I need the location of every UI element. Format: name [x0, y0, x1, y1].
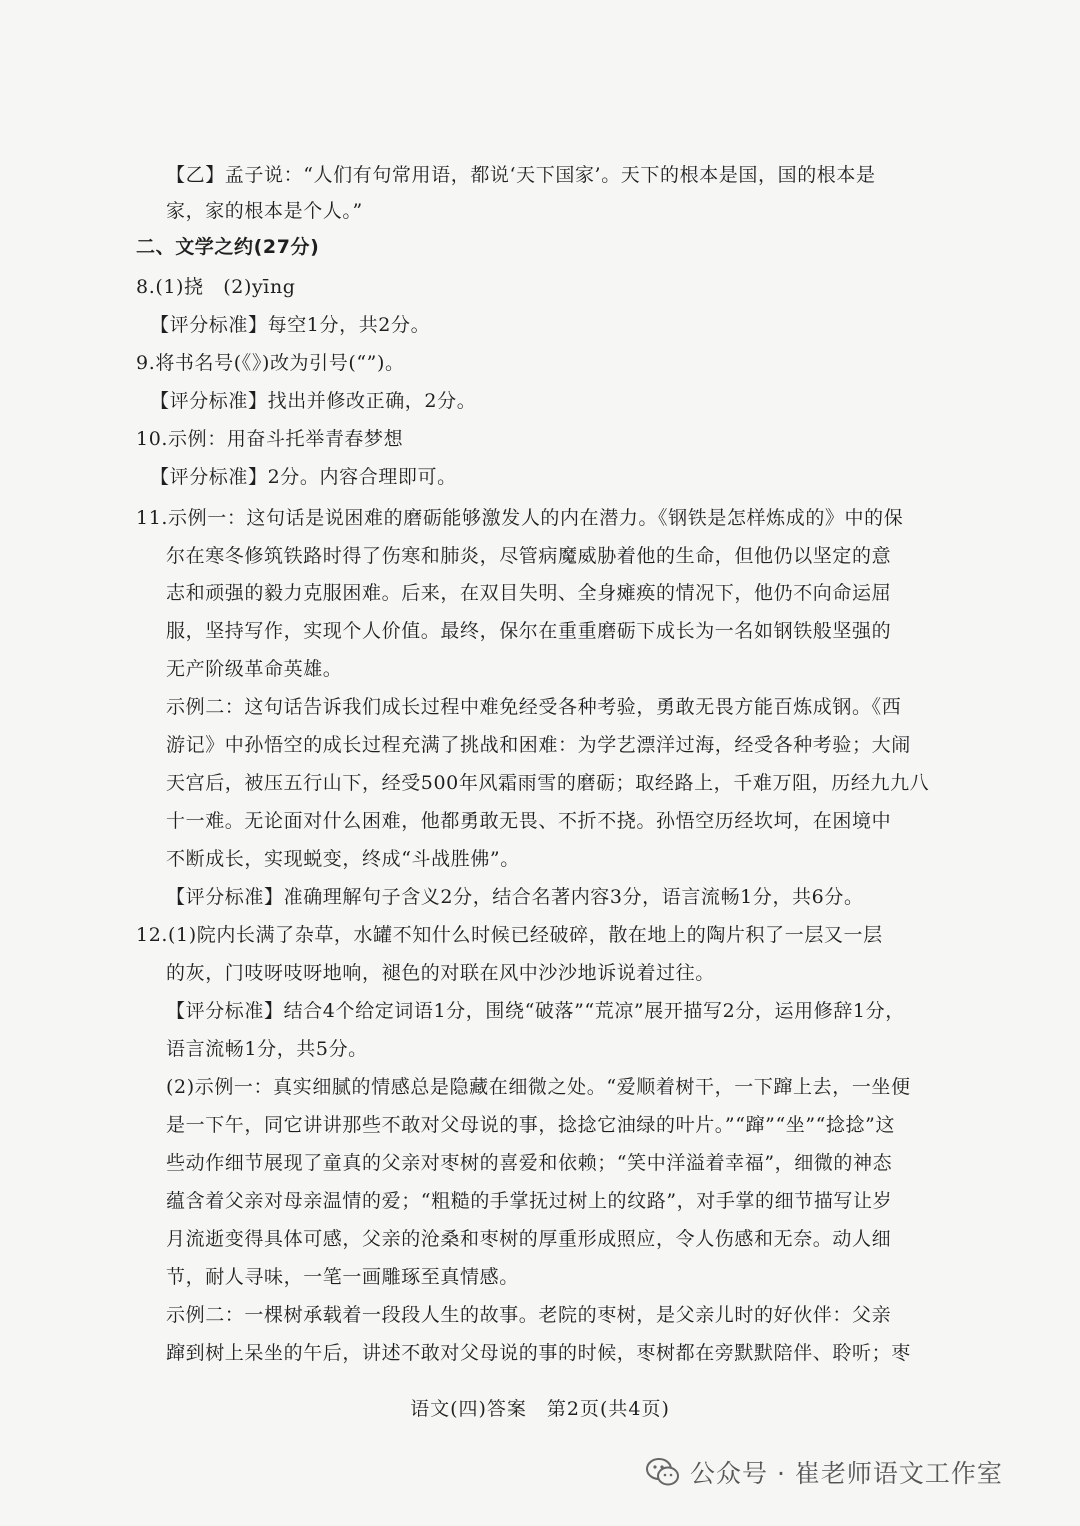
text-line: 蹿到树上呆坐的午后，讲述不敢对父母说的事的时候，枣树都在旁默默陪伴、聆听；枣 [166, 1342, 911, 1364]
text-line: 【评分标准】找出并修改正确，2分。 [150, 390, 477, 412]
text-line: 天宫后，被压五行山下，经受500年风霜雨雪的磨砺；取经路上，千难万阻，历经九九八 [166, 772, 930, 794]
text-line: 志和顽强的毅力克服困难。后来，在双目失明、全身瘫痪的情况下，他仍不向命运屈 [166, 582, 892, 604]
text-line: 尔在寒冬修筑铁路时得了伤寒和肺炎，尽管病魔威胁着他的生命，但他仍以坚定的意 [166, 545, 892, 567]
text-line: 示例二：这句话告诉我们成长过程中难免经受各种考验，勇敢无畏方能百炼成钢。《西 [166, 696, 902, 718]
text-line: 【评分标准】结合4个给定词语1分，围绕“破落”“荒凉”展开描写2分，运用修辞1分， [166, 1000, 905, 1022]
watermark [646, 1454, 1003, 1490]
text-line: 蕴含着父亲对母亲温情的爱；“粗糙的手掌抚过树上的纹路”，对手掌的细节描写让岁 [166, 1190, 893, 1212]
text-line: 12.(1)院内长满了杂草，水罐不知什么时候已经破碎，散在地上的陶片积了一层又一层 [136, 924, 883, 946]
text-line: 家，家的根本是个人。” [166, 200, 363, 222]
text-line: (2)示例一：真实细腻的情感总是隐藏在细微之处。“爱顺着树干，一下蹿上去，一坐便 [166, 1076, 911, 1098]
text-line: 【评分标准】2分。内容合理即可。 [150, 466, 457, 488]
text-line: 些动作细节展现了童真的父亲对枣树的喜爱和依赖；“笑中洋溢着幸福”，细微的神态 [166, 1152, 893, 1174]
text-line: 不断成长，实现蜕变，终成“斗战胜佛”。 [166, 848, 520, 870]
text-line: 是一下午，同它讲讲那些不敢对父母说的事，捻捻它油绿的叶片。”“蹿”“坐”“捻捻”这 [166, 1114, 896, 1136]
page-footer: 语文(四)答案 第2页(共4页) [410, 1398, 670, 1420]
watermark-text: 公众号 · 崔老师语文工作室 [690, 1459, 1003, 1488]
text-line: 节，耐人寻味，一笔一画雕琢至真情感。 [166, 1266, 519, 1288]
text-line: 的灰，门吱呀吱呀地响，褪色的对联在风中沙沙地诉说着过往。 [166, 962, 715, 984]
text-line: 8.(1)挠 (2)yīng [136, 276, 296, 298]
text-line: 【乙】孟子说：“人们有句常用语，都说‘天下国家’。天下的根本是国，国的根本是 [166, 164, 876, 186]
text-line: 游记》中孙悟空的成长过程充满了挑战和困难：为学艺漂洋过海，经受各种考验；大闹 [166, 734, 911, 756]
text-line: 语言流畅1分，共5分。 [166, 1038, 368, 1060]
text-line: 服，坚持写作，实现个人价值。最终，保尔在重重磨砺下成长为一名如钢铁般坚强的 [166, 620, 892, 642]
text-line: 无产阶级革命英雄。 [166, 658, 343, 680]
text-line: 十一难。无论面对什么困难，他都勇敢无畏、不折不挠。孙悟空历经坎坷，在困境中 [166, 810, 892, 832]
text-line: 11.示例一：这句话是说困难的磨砺能够激发人的内在潜力。《钢铁是怎样炼成的》中的保 [136, 507, 904, 529]
text-line: 9.将书名号(《》)改为引号(“”)。 [136, 352, 405, 374]
section-heading: 二、文学之约(27分) [136, 236, 320, 258]
text-line: 【评分标准】每空1分，共2分。 [150, 314, 431, 336]
wechat-icon [646, 1457, 680, 1487]
text-line: 【评分标准】准确理解句子含义2分，结合名著内容3分，语言流畅1分，共6分。 [166, 886, 864, 908]
text-line: 月流逝变得具体可感，父亲的沧桑和枣树的厚重形成照应，令人伤感和无奈。动人细 [166, 1228, 892, 1250]
text-line: 10.示例：用奋斗托举青春梦想 [136, 428, 404, 450]
text-line: 示例二：一棵树承载着一段段人生的故事。老院的枣树，是父亲儿时的好伙伴：父亲 [166, 1304, 892, 1326]
